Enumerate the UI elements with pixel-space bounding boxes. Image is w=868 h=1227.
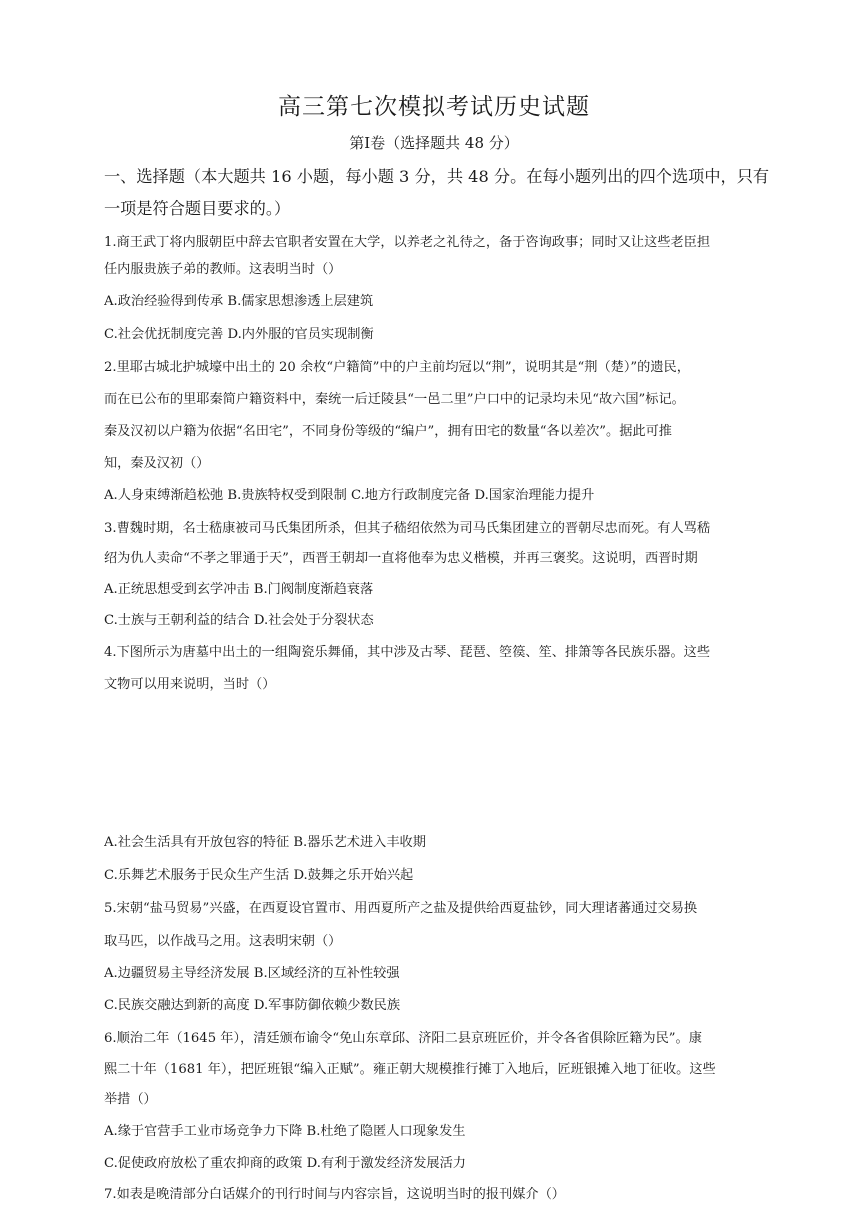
- q5-stem-line-1: 5.宋朝“盐马贸易”兴盛，在西夏设官置市、用西夏所产之盐及提供给西夏盐钞，同大理诸蕃通过交易换: [104, 901, 698, 916]
- q5-options-cd: C.民族交融达到新的高度 D.军事防御依赖少数民族: [104, 998, 401, 1013]
- q6-stem-line-3: 举措（）: [104, 1092, 157, 1107]
- q2-stem-line-1: 2.里耶古城北护城壕中出土的 20 余枚“户籍简”中的户主前均冠以“荆”，说明其是“荆（楚）”的遗民，: [104, 360, 690, 375]
- q7-stem-line-1: 7.如表是晚清部分白话媒介的刊行时间与内容宗旨，这说明当时的报刊媒介（）: [104, 1187, 565, 1202]
- q1-options-cd: C.社会优抚制度完善 D.内外服的官员实现制衡: [104, 327, 374, 342]
- section-instruction-line-2: 一项是符合题目要求的。）: [104, 199, 291, 218]
- q1-options-ab: A.政治经验得到传承 B.儒家思想渗透上层建筑: [104, 294, 374, 309]
- q2-stem-line-3: 秦及汉初以户籍为依据“名田宅”，不同身份等级的“编户”，拥有田宅的数量“各以差次”。据此可推: [104, 424, 672, 439]
- q5-options-ab: A.边疆贸易主导经济发展 B.区域经济的互补性较强: [104, 966, 400, 981]
- q2-stem-line-4: 知，秦及汉初（）: [104, 456, 210, 471]
- q2-options: A.人身束缚渐趋松弛 B.贵族特权受到限制 C.地方行政制度完备 D.国家治理能力提升: [104, 488, 595, 503]
- q6-options-cd: C.促使政府放松了重农抑商的政策 D.有利于激发经济发展活力: [104, 1156, 466, 1171]
- page-title: 高三第七次模拟考试历史试题: [278, 94, 590, 120]
- q6-stem-line-1: 6.顺治二年（1645 年），清廷颁布谕令“免山东章邱、济阳二县京班匠价，并令各省俱除匠籍为民”。康: [104, 1031, 702, 1046]
- q4-options-cd: C.乐舞艺术服务于民众生产生活 D.鼓舞之乐开始兴起: [104, 868, 414, 883]
- q3-stem-line-2: 绍为仇人卖命“不孝之罪通于天”，西晋王朝却一直将他奉为忠义楷模，并再三褒奖。这说明，西晋时期: [104, 551, 698, 566]
- q3-options-cd: C.士族与王朝利益的结合 D.社会处于分裂状态: [104, 613, 374, 628]
- q6-stem-line-2: 熙二十年（1681 年），把匠班银“编入正赋”。雍正朝大规模推行摊丁入地后，匠班银摊入地丁征收。这些: [104, 1062, 716, 1077]
- q4-figure-placeholder: [104, 700, 770, 820]
- q3-stem-line-1: 3.曹魏时期，名士嵇康被司马氏集团所杀，但其子嵇绍依然为司马氏集团建立的晋朝尽忠而死。有人骂嵇: [104, 521, 711, 536]
- q4-stem-line-2: 文物可以用来说明，当时（）: [104, 677, 276, 692]
- q4-stem-line-1: 4.下图所示为唐墓中出土的一组陶瓷乐舞俑，其中涉及古琴、琵琶、箜篌、笙、排箫等各民族乐器。这些: [104, 645, 711, 660]
- q1-stem-line-1: 1.商王武丁将内服朝臣中辞去官职者安置在大学，以养老之礼待之，备于咨询政事；同时又让这些老臣担: [104, 235, 711, 250]
- q2-stem-line-2: 而在已公布的里耶秦简户籍资料中，秦统一后迁陵县“一邑二里”户口中的记录均未见“故六国”标记。: [104, 392, 685, 407]
- q6-options-ab: A.缘于官营手工业市场竞争力下降 B.杜绝了隐匿人口现象发生: [104, 1124, 466, 1139]
- q1-stem-line-2: 任内服贵族子弟的教师。这表明当时（）: [104, 262, 342, 277]
- q3-options-ab: A.正统思想受到玄学冲击 B.门阀制度渐趋衰落: [104, 582, 374, 597]
- q5-stem-line-2: 取马匹，以作战马之用。这表明宋朝（）: [104, 934, 342, 949]
- page-subtitle: 第Ⅰ卷（选择题共 48 分）: [349, 134, 519, 152]
- section-instruction-line-1: 一、选择题（本大题共 16 小题，每小题 3 分，共 48 分。在每小题列出的四个选项中，只有: [104, 167, 770, 186]
- q4-options-ab: A.社会生活具有开放包容的特征 B.器乐艺术进入丰收期: [104, 835, 426, 850]
